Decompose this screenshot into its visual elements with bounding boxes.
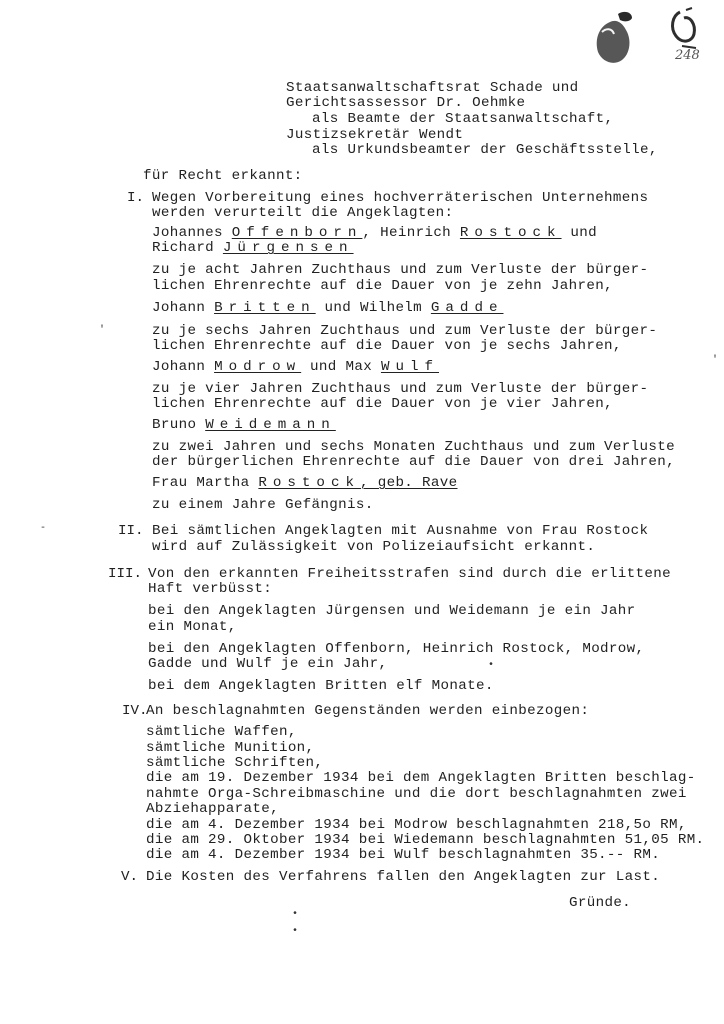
defendant-weidemann: Weidemann — [205, 417, 336, 433]
section-4-item-7: die am 4. Dezember 1934 bei Wulf beschlagnahmten 35.-- RM. — [146, 847, 661, 863]
section-3-item-b-2: Gadde und Wulf je ein Jahr, — [148, 656, 388, 672]
group-4-sentence-2: der bürgerlichen Ehrenrechte auf die Dauer von drei Jahren, — [152, 454, 675, 470]
group-1-names — [152, 225, 597, 241]
scan-speck: - — [40, 523, 47, 534]
defendant-britten: Britten — [214, 300, 316, 316]
header-line-2: Gerichtsassessor Dr. Oehmke — [286, 95, 526, 111]
group-2-sentence-2: lichen Ehrenrechte auf die Dauer von je sechs Jahren, — [152, 338, 622, 354]
section-3-item-b-1: bei den Angeklagten Offenborn, Heinrich Rostock, Modrow, — [148, 641, 645, 657]
defendant-martha-rostock: Rostock — [258, 475, 360, 491]
section-3-item-c-1: bei dem Angeklagten Britten elf Monate. — [148, 678, 494, 694]
section-5-number: V. — [121, 869, 139, 885]
group-3-sentence-1: zu je vier Jahren Zuchthaus und zum Verluste der bürger- — [152, 381, 649, 397]
section-4-item-4a: die am 19. Dezember 1934 bei dem Angeklagten Britten beschlag- — [146, 770, 696, 786]
names-prefix: Johann — [152, 359, 215, 375]
closing-heading: Gründe. — [569, 895, 632, 911]
scan-speck: ' — [712, 355, 719, 366]
ink-scribble-mark — [662, 6, 712, 52]
names-separator: und Wilhelm — [315, 300, 431, 316]
section-4-line-1: An beschlagnahmten Gegenständen werden einbezogen: — [146, 703, 590, 719]
section-1-line-1: Wegen Vorbereitung eines hochverräterischen Unternehmens — [152, 190, 649, 206]
section-2-line-2: wird auf Zulässigkeit von Polizeiaufsicht erkannt. — [152, 539, 596, 555]
defendant-offenborn: Offenborn — [231, 225, 363, 241]
section-3-item-a-2: ein Monat, — [148, 619, 237, 635]
defendant-rostock: Rostock — [459, 225, 562, 241]
header-line-1: Staatsanwaltschaftsrat Schade und — [286, 80, 579, 96]
section-2-number: II. — [118, 523, 144, 539]
section-1-line-2: werden verurteilt die Angeklagten: — [152, 205, 454, 221]
section-3-number: III. — [108, 566, 143, 582]
group-2-sentence-1: zu je sechs Jahren Zuchthaus und zum Verluste der bürger- — [152, 323, 658, 339]
page-number: 248 — [675, 48, 700, 63]
defendant-wulf: Wulf — [380, 359, 439, 375]
group-1-sentence-1: zu je acht Jahren Zuchthaus und zum Verluste der bürger- — [152, 262, 649, 278]
section-4-number: IV. — [122, 703, 148, 719]
group-4-names — [152, 417, 336, 433]
section-5-line-1: Die Kosten des Verfahrens fallen den Angeklagten zur Last. — [146, 869, 661, 885]
section-4-item-3: sämtliche Schriften, — [146, 755, 324, 771]
defendant-modrow: Modrow — [214, 359, 302, 375]
section-3-item-a-1: bei den Angeklagten Jürgensen und Weidemann je ein Jahr — [148, 603, 636, 619]
group-1-names-2 — [152, 240, 354, 256]
defendant-juergensen: Jürgensen — [222, 240, 354, 256]
section-4-item-4b: nahmte Orga-Schreibmaschine und die dort beschlagnahmten zwei — [146, 786, 687, 802]
header-line-4: Justizsekretär Wendt — [286, 127, 464, 143]
section-2-line-1: Bei sämtlichen Angeklagten mit Ausnahme von Frau Rostock — [152, 523, 649, 539]
group-1-sentence-2: lichen Ehrenrechte auf die Dauer von je zehn Jahren, — [152, 278, 613, 294]
header-line-5: als Urkundsbeamter der Geschäftsstelle, — [312, 142, 658, 158]
defendant-gadde: Gadde — [430, 300, 504, 316]
scan-speck: • — [292, 909, 299, 920]
section-4-item-6: die am 29. Oktober 1934 bei Wiedemann beschlagnahmten 51,05 RM. — [146, 832, 705, 848]
scan-speck: • — [292, 926, 299, 937]
section-4-item-4c: Abziehapparate, — [146, 801, 279, 817]
scan-speck: • — [488, 660, 495, 671]
section-4-item-2: sämtliche Munition, — [146, 740, 315, 756]
names-suffix: und — [561, 225, 597, 241]
section-3-line-1: Von den erkannten Freiheitsstrafen sind durch die erlittene — [148, 566, 671, 582]
names-separator: , Heinrich — [362, 225, 460, 241]
section-3-line-2: Haft verbüsst: — [148, 581, 273, 597]
names-separator: und Max — [301, 359, 381, 375]
names-prefix: Bruno — [152, 417, 206, 433]
header-line-3: als Beamte der Staatsanwaltschaft, — [312, 111, 614, 127]
section-4-item-1: sämtliche Waffen, — [146, 724, 297, 740]
names-prefix: Frau Martha — [152, 475, 259, 491]
names-prefix: Johann — [152, 300, 215, 316]
names-prefix: Johannes — [152, 225, 232, 241]
names-prefix: Richard — [152, 240, 223, 256]
maiden-name: , geb. Rave — [359, 475, 458, 491]
group-5-names — [152, 475, 458, 491]
group-3-sentence-2: lichen Ehrenrechte auf die Dauer von je vier Jahren, — [152, 396, 613, 412]
intro-text: für Recht erkannt: — [143, 168, 303, 184]
ink-stamp-mark — [580, 8, 660, 70]
scan-speck: ' — [99, 325, 106, 336]
group-3-names — [152, 359, 439, 375]
group-5-sentence-1: zu einem Jahre Gefängnis. — [152, 497, 374, 513]
section-1-number: I. — [127, 190, 145, 206]
group-4-sentence-1: zu zwei Jahren und sechs Monaten Zuchthaus und zum Verluste — [152, 439, 675, 455]
group-2-names — [152, 300, 503, 316]
section-4-item-5: die am 4. Dezember 1934 bei Modrow beschlagnahmten 218,5o RM, — [146, 817, 687, 833]
